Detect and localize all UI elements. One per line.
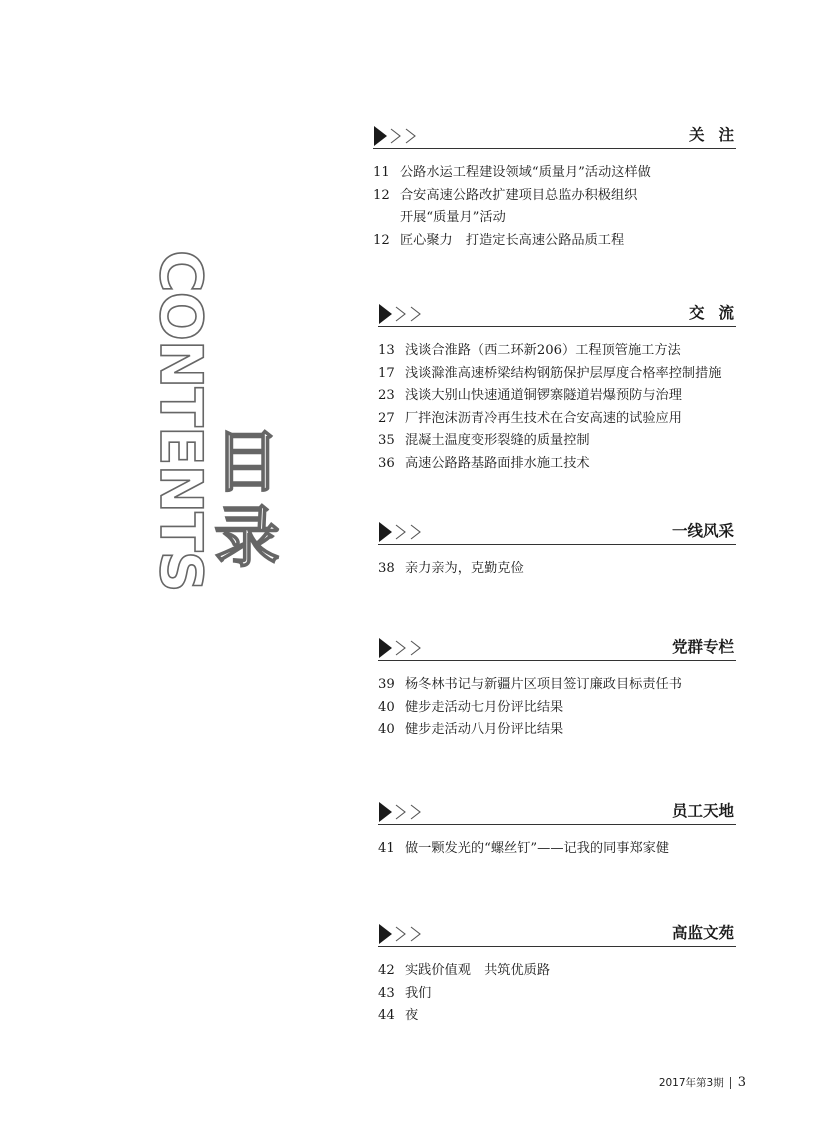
toc-entry[interactable] [378, 430, 736, 453]
toc-entry[interactable] [373, 162, 736, 185]
section-header [378, 800, 736, 825]
section-title: 一线风采 [671, 522, 734, 540]
page-number: 17 [378, 365, 395, 381]
toc-entry[interactable] [378, 558, 736, 581]
section-dangqunzhuanlan [378, 636, 736, 742]
toc-entry[interactable] [378, 340, 736, 363]
entry-title: 亲力亲为，克勤克俭 [405, 561, 524, 576]
entry-title: 杨冬林书记与新疆片区项目签订廉政目标责任书 [405, 677, 682, 692]
section-jiaoliu [378, 302, 748, 475]
page-number: 36 [378, 455, 395, 471]
section-title: 关注 [688, 126, 748, 144]
page-number: 40 [378, 699, 395, 715]
section-guanzhu [373, 124, 748, 252]
toc-entry[interactable] [378, 385, 736, 408]
section-yuangongtiandi [378, 800, 736, 861]
footer-divider [730, 1077, 731, 1089]
arrow-decoration-icon [378, 637, 436, 659]
page-number: 35 [378, 433, 395, 448]
section-title: 交流 [688, 304, 748, 322]
entry-title: 厂拌泡沫沥青冷再生技术在合安高速的试验应用 [405, 410, 682, 426]
arrow-decoration-icon [378, 303, 436, 325]
toc-entry[interactable] [378, 453, 736, 476]
section-title: 员工天地 [671, 802, 734, 820]
page-number: 43 [378, 985, 395, 1001]
issue-label: 2017年第3期 [658, 1077, 724, 1089]
page-number: 40 [378, 722, 395, 737]
entry-title: 浅谈大别山快速通道铜锣寨隧道岩爆预防与治理 [405, 388, 682, 403]
entry-title: 夜 [405, 1008, 419, 1023]
section-gaojianwenyuan [378, 922, 736, 1028]
entry-title: 浅谈合淮路（西二环新206）工程顶管施工方法 [405, 343, 681, 358]
page-number: 13 [378, 343, 395, 358]
entry-title: 匠心聚力 打造定长高速公路品质工程 [400, 232, 625, 248]
toc-entry[interactable] [378, 697, 736, 720]
section-yixianfengcai [378, 520, 736, 581]
entry-title: 浅谈滁淮高速桥梁结构钢筋保护层厚度合格率控制措施 [405, 365, 722, 381]
toc-entry[interactable] [378, 363, 736, 386]
section-title: 高监文苑 [671, 924, 734, 942]
page-number: 41 [378, 841, 395, 856]
contents-word: CONTENTS [147, 250, 215, 592]
entry-title: 我们 [405, 985, 432, 1001]
page-footer [659, 1075, 746, 1090]
entry-title: 合安高速公路改扩建项目总监办积极组织 [400, 187, 638, 203]
toc-entry[interactable] [378, 719, 736, 742]
page-number: 27 [378, 410, 395, 426]
toc-entry[interactable] [378, 838, 736, 861]
entry-title: 做一颗发光的“螺丝钉”——记我的同事郑家健 [405, 841, 670, 856]
toc-entry[interactable] [373, 185, 736, 230]
page-number: 23 [378, 388, 395, 403]
page-number: 38 [378, 561, 395, 576]
arrow-decoration-icon [378, 801, 436, 823]
page-number-footer: 3 [737, 1075, 746, 1090]
page-number: 12 [373, 232, 390, 248]
mulu-char-lu: 录 [214, 499, 280, 576]
entry-title: 实践价值观 共筑优质路 [405, 963, 551, 978]
arrow-decoration-icon [373, 125, 431, 147]
entry-title: 高速公路路基路面排水施工技术 [405, 455, 590, 471]
entry-title-continued: 开展“质量月”活动 [400, 210, 506, 225]
arrow-decoration-icon [378, 923, 436, 945]
entry-title: 混凝土温度变形裂缝的质量控制 [405, 433, 590, 448]
arrow-decoration-icon [378, 521, 436, 543]
section-header [378, 636, 736, 661]
entry-title: 健步走活动八月份评比结果 [405, 722, 564, 737]
section-title: 党群专栏 [671, 638, 734, 656]
page-number: 42 [378, 963, 395, 978]
page-number: 44 [378, 1008, 395, 1023]
page-number: 39 [378, 677, 395, 692]
toc-entry[interactable] [373, 230, 736, 253]
section-header [378, 302, 748, 327]
page-number: 11 [373, 165, 390, 180]
toc-entry[interactable] [378, 408, 736, 431]
section-header [378, 520, 736, 545]
toc-entry[interactable] [378, 983, 736, 1006]
toc-entry[interactable] [378, 674, 736, 697]
mulu-char-mu: 目 [214, 424, 280, 501]
section-header [378, 922, 736, 947]
toc-entry[interactable] [378, 1005, 736, 1028]
section-header [373, 124, 748, 149]
page-number: 12 [373, 187, 390, 203]
entry-title: 健步走活动七月份评比结果 [405, 699, 564, 715]
entry-title: 公路水运工程建设领域“质量月”活动这样做 [400, 165, 651, 180]
toc-entry[interactable] [378, 960, 736, 983]
